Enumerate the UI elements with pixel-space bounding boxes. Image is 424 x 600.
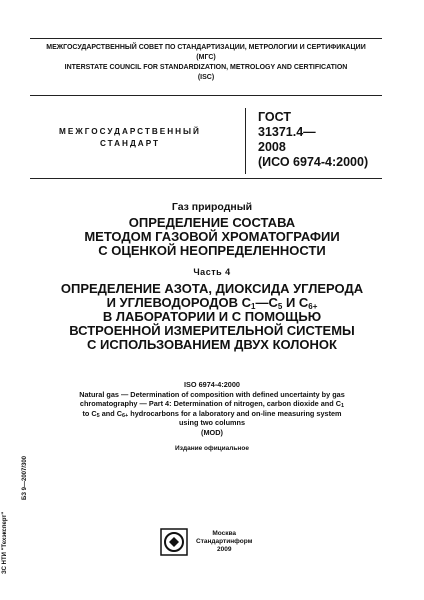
iso-equivalent: (ИСО 6974-4:2000) [258,155,369,169]
english-title-line4: using two columns [178,418,246,427]
publisher-block [196,530,252,554]
gost-label: ГОСТ [258,110,291,124]
standard-type-line1: МЕЖГОСУДАРСТВЕННЫЙ [59,127,201,136]
english-title-line3: to $C_5$ and $C_{6+}$ hydrocarbons for a laboratory and on-line measuring system [82,408,342,419]
divider-vertical [245,108,246,174]
iso-reference: ISO 6974-4:2000 [184,380,240,389]
gost-year: 2008 [258,140,286,154]
margin-code: БЗ 9—2007/300 [22,455,28,500]
part-title-line2: И УГЛЕВОДОРОДОВ $C_1—C_5$ И $C_{6+}$ [106,295,318,311]
gost-number: 31371.4— [258,125,316,139]
part-title [0,282,424,352]
main-title-line2: МЕТОДОМ ГАЗОВОЙ ХРОМАТОГРАФИИ [84,229,340,244]
subject-title: Газ природный [171,201,253,213]
edition-label: Издание официальное [175,445,249,452]
main-title-line1: ОПРЕДЕЛЕНИЕ СОСТАВА [128,215,296,230]
part-title-line3: В ЛАБОРАТОРИИ И С ПОМОЩЬЮ [102,309,322,324]
standard-designation [258,110,368,170]
council-abbr-en: (ISC) [197,74,215,81]
publisher-name: Стандартинформ [196,538,253,545]
publisher-year: 2009 [216,546,232,553]
part-title-line5: С ИСПОЛЬЗОВАНИЕМ ДВУХ КОЛОНОК [87,337,337,352]
council-header [30,38,382,96]
council-name-en: INTERSTATE COUNCIL FOR STANDARDIZATION, METROLOGY AND CERTIFICATION [64,64,348,71]
council-name-ru: МЕЖГОСУДАРСТВЕННЫЙ СОВЕТ ПО СТАНДАРТИЗАЦИИ, МЕТРОЛОГИИ И СЕРТИФИКАЦИИ [46,44,366,51]
divider-horizontal [30,178,382,179]
part-title-line1: ОПРЕДЕЛЕНИЕ АЗОТА, ДИОКСИДА УГЛЕРОДА [60,281,364,296]
modification-label: (MOD) [201,427,223,437]
publisher-city: Москва [212,530,237,537]
title-block [0,200,424,352]
main-title-line3: С ОЦЕНКОЙ НЕОПРЕДЕЛЕННОСТИ [98,243,326,258]
part-title-line4: ВСТРОЕННОЙ ИЗМЕРИТЕЛЬНОЙ СИСТЕМЫ [69,323,355,338]
english-title-line2: chromatography — Part 4: Determination of nitrogen, carbon dioxide and $C_1$ [79,399,345,409]
iso-reference-block [0,380,424,454]
standard-type [40,126,220,150]
part-label: Часть 4 [193,267,231,277]
council-abbr-ru: (МГС) [196,54,216,61]
standard-type-line2: СТАНДАРТ [99,139,161,148]
margin-note: ЗС НТИ "Техэксперт" [2,511,8,574]
standartinform-logo-icon [160,528,188,556]
main-title [0,216,424,258]
english-title-line1: Natural gas — Determination of composition with defined uncertainty by gas [79,389,345,399]
